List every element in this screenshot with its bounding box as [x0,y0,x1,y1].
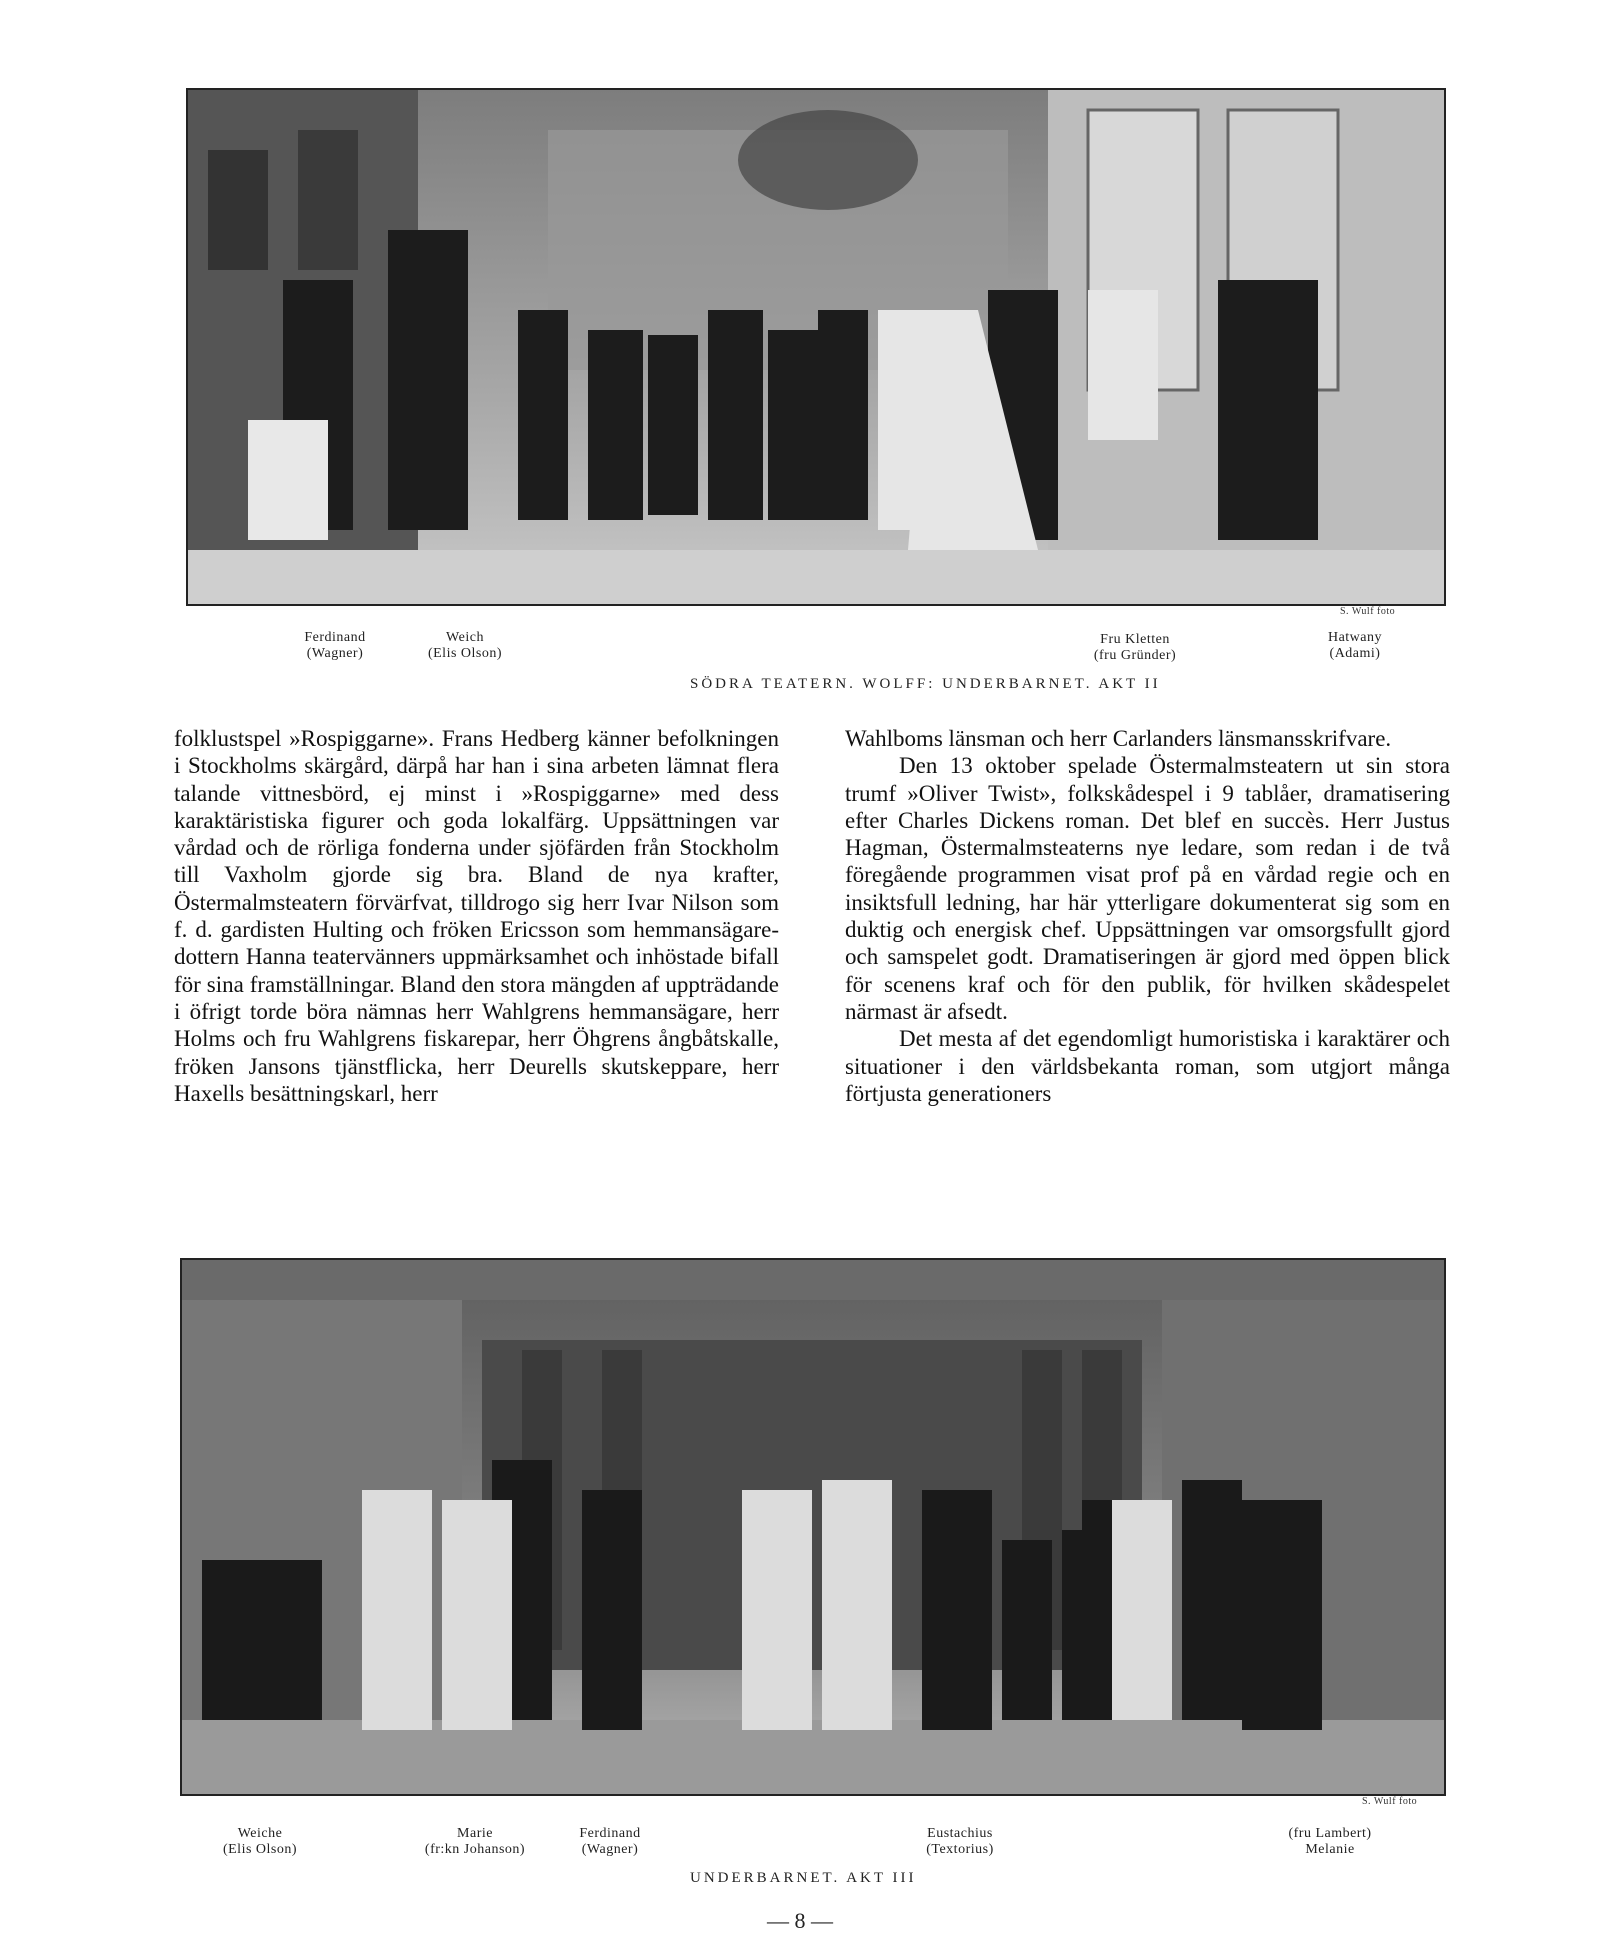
photo-title-act-2: SÖDRA TEATERN. WOLFF: UNDERBARNET. AKT II [690,676,1161,692]
photo-credit: S. Wulf foto [1362,1796,1418,1807]
stage-photo-act-3-image [182,1260,1444,1794]
caption-name: Ferdinand [579,1826,641,1841]
caption-role: (fr:kn Johanson) [424,1842,526,1857]
stage-photo-act-2 [186,88,1446,606]
caption-label-melanie [1265,1826,1395,1858]
paragraph: Det mesta af det egendomligt humoristiska i karaktärer och situationer i den världsbekanta roman, som utgjort många förtjusta generationers [845,1026,1450,1106]
stage-photo-act-2-image [188,90,1444,604]
caption-role: (Elis Olson) [427,646,503,661]
caption-name: Eustachius [927,1826,993,1841]
caption-name: Ferdinand [304,630,366,645]
caption-role: (Textorius) [926,1842,994,1857]
page-number: — 8 — [767,1908,833,1933]
caption-label-eustachius [900,1826,1020,1858]
caption-label-weiche [200,1826,320,1858]
paragraph: folklustspel »Rospiggarne». Frans Hedberg känner befolkningen i Stockholms skärgård, därpå har han i sina arbeten lämnat flera talande vittnesbörd, ej minst i »Rospiggarne» med dess karaktäristiska figurer och goda lokalfärg. Uppsättningen var vårdad och de rörliga fonderna under sjöfärden från Stockholm till Vaxholm gjorde sig bra. Bland de nya krafter, Östermalmsteatern förvärfvat, tilldrogo sig herr Ivar Nilson som f. d. gardisten Hulting och fröken Ericsson som hemmansägaredottern Hanna teatervänners uppmärksamhet och inhöstade bifall för sina framställningar. Bland den stora mängden af uppträdande i öfrigt torde böra nämnas herr Wahlgrens hemmansägare, herr Holms och fru Wahlgrens fiskarepar, herr Öhgrens ångbåtskalle, fröken Jansons tjänstflicka, herr Deurells skutskeppare, herr Haxells besättningskarl, herr [174,726,779,1106]
caption-role: (Adami) [1329,646,1381,661]
caption-name: Marie [457,1826,493,1841]
caption-name: Fru Kletten [1100,632,1170,647]
caption-name: Weiche [237,1826,283,1841]
caption-label-weich [400,630,530,662]
article-column-left [174,725,779,1107]
caption-name: (fru Lambert) [1288,1826,1372,1841]
caption-label-ferdinand [560,1826,660,1858]
caption-label-ferdinand [280,630,390,662]
caption-role: (Wagner) [581,1842,639,1857]
caption-label-marie [410,1826,540,1858]
caption-name: Weich [446,630,484,645]
caption-name: Hatwany [1327,630,1383,645]
caption-role: (Wagner) [306,646,364,661]
caption-label-fru-kletten [1065,632,1205,664]
paragraph: Wahlboms länsman och herr Carlanders länsmansskrifvare. [845,726,1392,751]
photo-credit: S. Wulf foto [1340,606,1396,617]
caption-role: (fru Gründer) [1093,648,1177,663]
photo-title-act-3: UNDERBARNET. AKT III [690,1870,917,1886]
caption-role: Melanie [1305,1842,1355,1857]
paragraph: Den 13 oktober spelade Östermalmsteatern ut sin stora trumf »Oliver Twist», folkskådespel i 9 tablåer, dramatisering efter Charles Dickens roman. Det blef en succès. Herr Justus Hagman, Östermalmsteaterns nye ledare, som redan i de två föregående programmen visat prof på en vårdad regie och en insiktsfull ledning, har här ytterligare dokumenterat sig som en duktig och energisk chef. Uppsättningen var omsorgsfullt gjord och samspelet godt. Dramatiseringen är gjord med öppen blick för scenens kraf och för den publik, för hvilken skådespelet närmast är afsedt. [845,753,1450,1024]
caption-label-hatwany [1300,630,1410,662]
article-column-right [845,725,1450,1107]
caption-role: (Elis Olson) [222,1842,298,1857]
stage-photo-act-3 [180,1258,1446,1796]
